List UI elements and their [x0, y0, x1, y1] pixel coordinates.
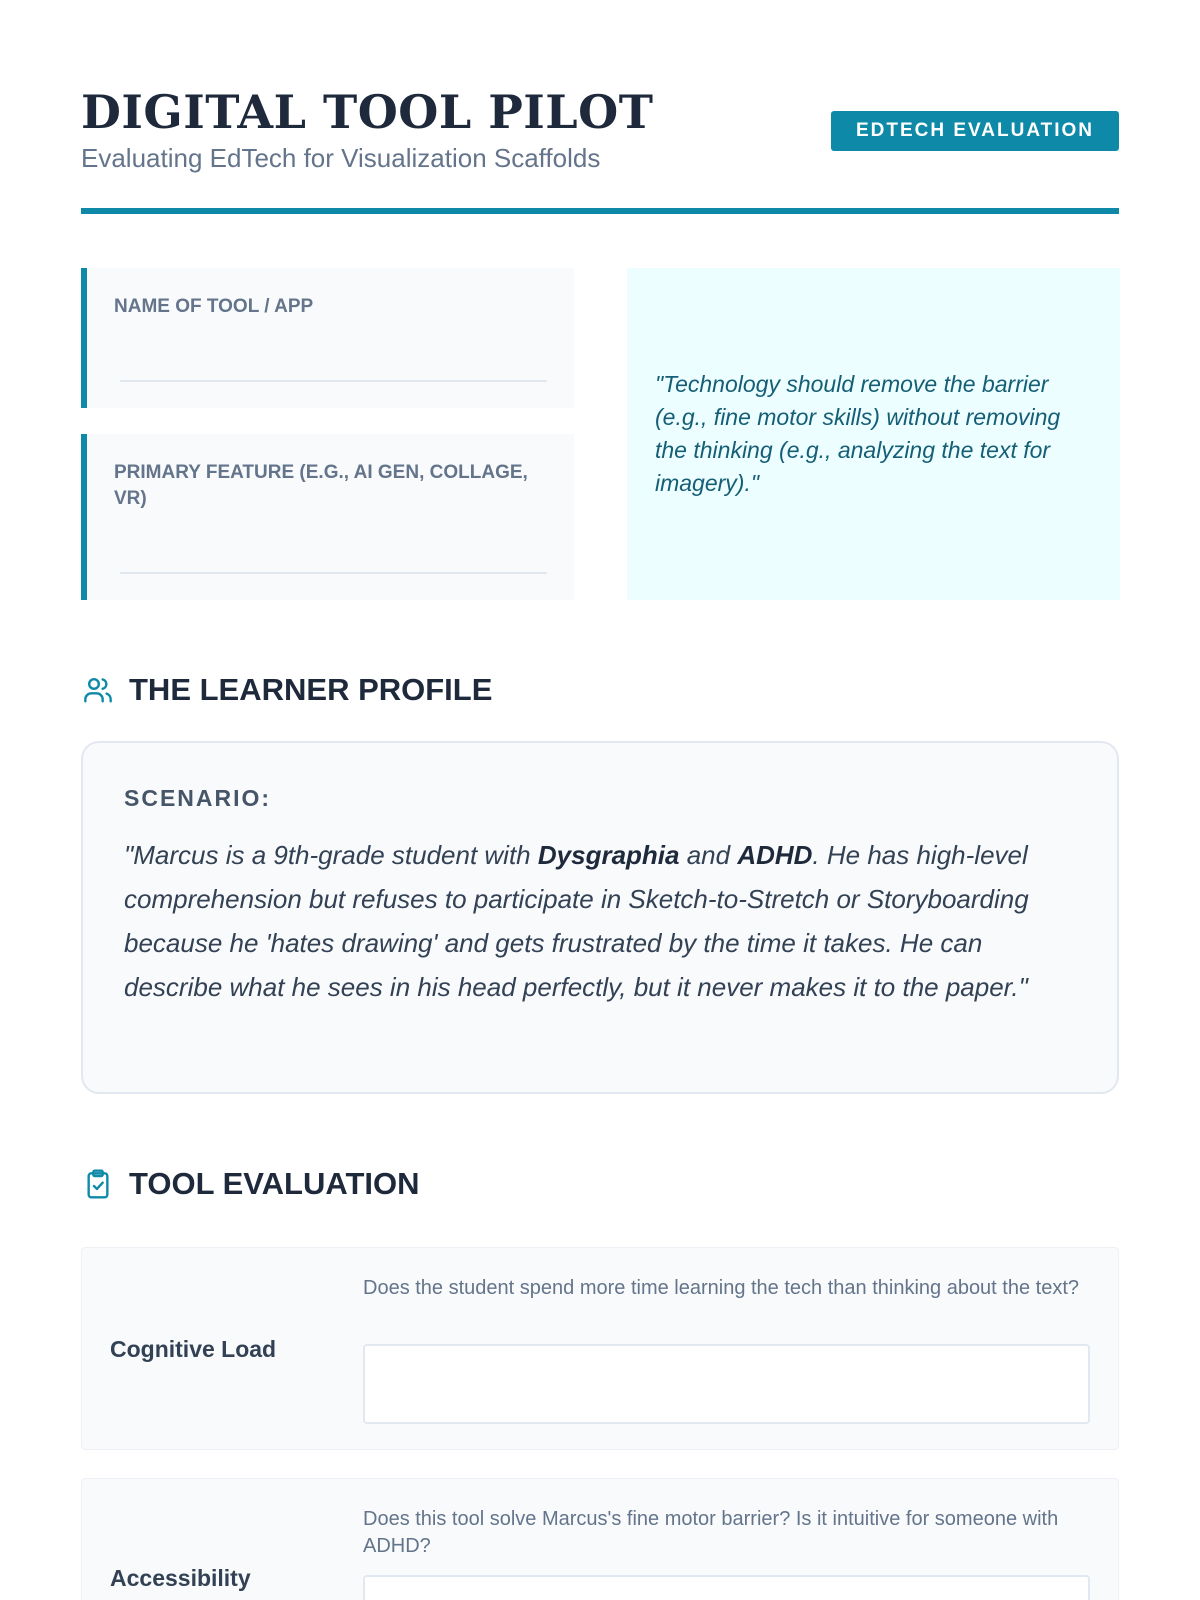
clipboard-check-icon	[81, 1167, 115, 1201]
scenario-text-part: . He has high-level comprehension but refuses to participate in Sketch-to-Stretch or Storyboarding because he 'hates drawing' and gets frustrated by the time it takes. He can describe what he sees in his head perfectly, but it never makes it to the paper."	[124, 840, 1029, 1002]
primary-feature-label: PRIMARY FEATURE (E.G., AI GEN, COLLAGE, VR)	[114, 462, 528, 509]
scenario-emphasis-dysgraphia: Dysgraphia	[537, 840, 680, 870]
learner-profile-title: THE LEARNER PROFILE	[129, 672, 493, 707]
scenario-emphasis-adhd: ADHD	[737, 840, 813, 870]
tool-name-input-line[interactable]	[120, 380, 547, 382]
eval-row-cognitive-load	[81, 1247, 1119, 1450]
quote-text: "Technology should remove the barrier (e.g., fine motor skills) without removing the thinking (e.g., analyzing the text for imagery)."	[655, 371, 1061, 496]
learner-profile-header	[81, 672, 492, 708]
tool-name-label: NAME OF TOOL / APP	[114, 296, 314, 317]
eval-row-question: Does this tool solve Marcus's fine motor barrier? Is it intuitive for someone with ADHD?	[363, 1508, 1059, 1557]
page-title: DIGITAL TOOL PILOT	[81, 85, 654, 139]
scenario-text-part: "Marcus is a 9th-grade student with	[124, 840, 538, 870]
eval-row-accessibility	[81, 1478, 1119, 1600]
tool-name-field[interactable]	[81, 268, 574, 408]
category-badge: EDTECH EVALUATION	[831, 111, 1119, 151]
users-icon	[81, 673, 115, 707]
scenario-text-part: and	[679, 840, 738, 870]
eval-row-label: Cognitive Load	[110, 1336, 277, 1362]
scenario-label: SCENARIO:	[124, 785, 272, 811]
eval-row-question: Does the student spend more time learning the tech than thinking about the text?	[363, 1277, 1080, 1299]
page-subtitle: Evaluating EdTech for Visualization Scaffolds	[81, 143, 601, 173]
header	[81, 84, 1119, 214]
tool-evaluation-title: TOOL EVALUATION	[129, 1166, 420, 1201]
cognitive-load-input[interactable]	[363, 1344, 1090, 1424]
eval-row-label: Accessibility	[110, 1565, 251, 1591]
primary-feature-input-line[interactable]	[120, 572, 547, 574]
accessibility-input[interactable]	[363, 1575, 1090, 1600]
tool-evaluation-header	[81, 1166, 420, 1202]
scenario-card	[81, 741, 1119, 1094]
scenario-text	[124, 833, 1077, 1009]
primary-feature-field[interactable]	[81, 434, 574, 600]
quote-box	[627, 268, 1120, 600]
